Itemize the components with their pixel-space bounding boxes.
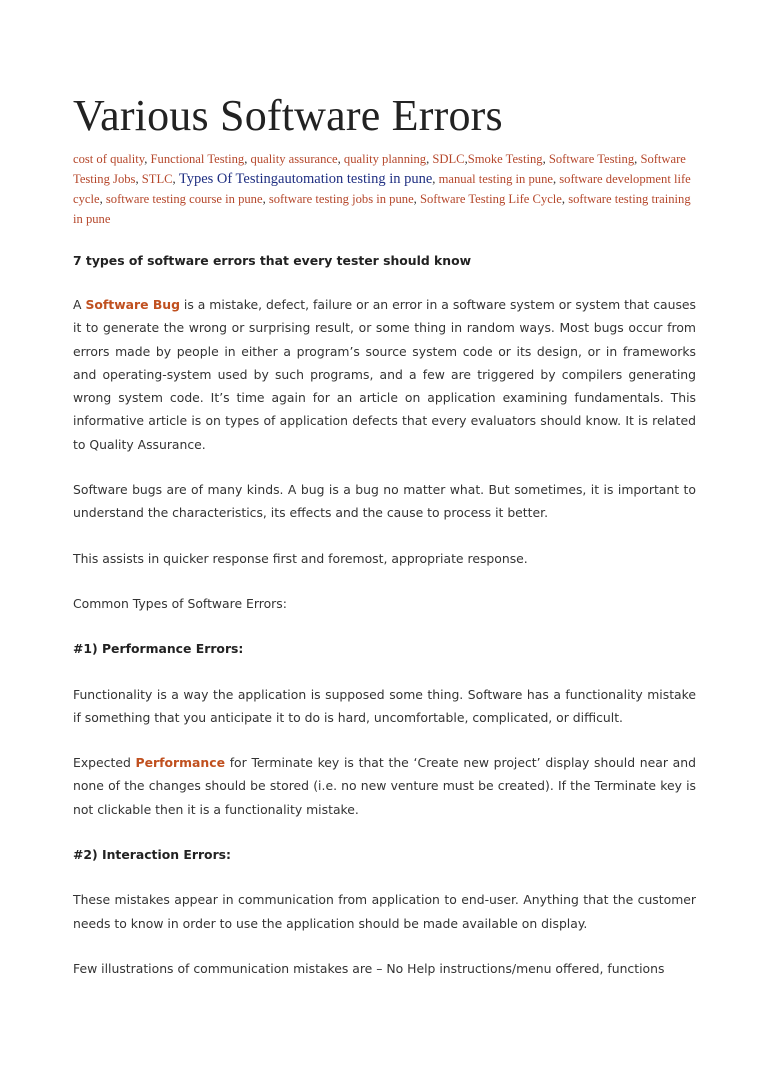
tag-link[interactable]: quality assurance (250, 152, 338, 166)
article-body (73, 251, 696, 980)
tag-link[interactable]: automation testing in pune (278, 171, 433, 187)
paragraph-expected-performance (73, 751, 696, 821)
text-run: is a mistake, defect, failure or an error in a software system or system that causes it to generate the wrong or surprising result, or some thing in random ways. Most bugs occur from errors made by people in either a program’s source system code or its design, or in frameworks and operating-system used by such programs, and a few are triggered by compilers generating wrong system code. It’s time again for an article on application examining fundamentals. This informative article is on types of application defects that every evaluators should know. It is related to Quality Assurance. (73, 297, 696, 452)
tag-link[interactable]: software testing course in pune (105, 192, 263, 206)
tag-separator: , (552, 172, 560, 186)
tag-link[interactable]: Types Of Testing (178, 171, 279, 187)
article-heading: 7 types of software errors that every tester should know (73, 253, 472, 268)
tag-link[interactable]: Smoke Testing (467, 152, 543, 166)
tag-link[interactable]: manual testing in pune (438, 172, 553, 186)
tag-link[interactable]: cost of quality (73, 152, 145, 166)
page-title: Various Software Errors (73, 91, 503, 140)
tag-link[interactable]: software development life cycle (73, 172, 691, 206)
tag-link[interactable]: software testing training in pune (73, 192, 691, 226)
paragraph-communication: These mistakes appear in communication from application to end-user. Anything that the customer needs to know in order to use the application should be made available on display. (73, 892, 696, 931)
tag-link[interactable]: Software Testing (548, 152, 635, 166)
tag-separator: , (144, 152, 151, 166)
paragraph-bug-kinds: Software bugs are of many kinds. A bug is a bug no matter what. But sometimes, it is important to understand the characteristics, its effects and the cause to process it better. (73, 482, 696, 521)
paragraph-response: This assists in quicker response first and foremost, appropriate response. (73, 550, 528, 566)
text-run: for Terminate key is that the ‘Create new project’ display should near and none of the changes should be stored (i.e. no new venture must be created). If the Terminate key is not clickable then it is a functionality mistake. (73, 755, 696, 817)
tag-separator: , (337, 152, 344, 166)
paragraph-common-types: Common Types of Software Errors: (73, 595, 287, 611)
tag-link[interactable]: Software Testing Life Cycle (419, 192, 562, 206)
paragraph-functionality: Functionality is a way the application is supposed some thing. Software has a functionality mistake if something that you anticipate it to do is hard, uncomfortable, complicated, or difficult. (73, 686, 696, 725)
performance-link[interactable]: Performance (135, 755, 225, 771)
tag-link[interactable]: quality planning (343, 152, 427, 166)
paragraph-intro (73, 293, 696, 456)
section-heading-interaction: #2) Interaction Errors: (73, 847, 232, 863)
tag-link[interactable]: STLC (141, 172, 173, 186)
tag-separator: , (634, 152, 641, 166)
tag-link[interactable]: software testing jobs in pune (268, 192, 414, 206)
tag-separator: , (244, 152, 251, 166)
text-run: Expected (73, 755, 136, 771)
tag-separator: , (432, 172, 439, 186)
software-bug-link[interactable]: Software Bug (85, 297, 180, 312)
document-page (73, 88, 696, 980)
section-heading-performance: #1) Performance Errors: (73, 641, 244, 657)
tag-separator: , (426, 152, 433, 166)
tag-separator: , (135, 172, 142, 186)
tag-link[interactable]: SDLC (432, 152, 465, 166)
paragraph-illustrations: Few illustrations of communication mistakes are – No Help instructions/menu offered, functions (73, 960, 665, 976)
tag-separator: , (464, 152, 468, 166)
tag-separator: , (413, 192, 420, 206)
tag-separator: , (99, 192, 106, 206)
tag-list (73, 149, 696, 229)
tag-separator: , (172, 172, 179, 186)
tag-separator: , (262, 192, 269, 206)
tag-separator: , (542, 152, 549, 166)
tag-separator: , (561, 192, 569, 206)
text-run: A (73, 297, 86, 312)
tag-link[interactable]: Functional Testing (150, 152, 245, 166)
tag-link[interactable]: Software Testing Jobs (73, 152, 686, 186)
